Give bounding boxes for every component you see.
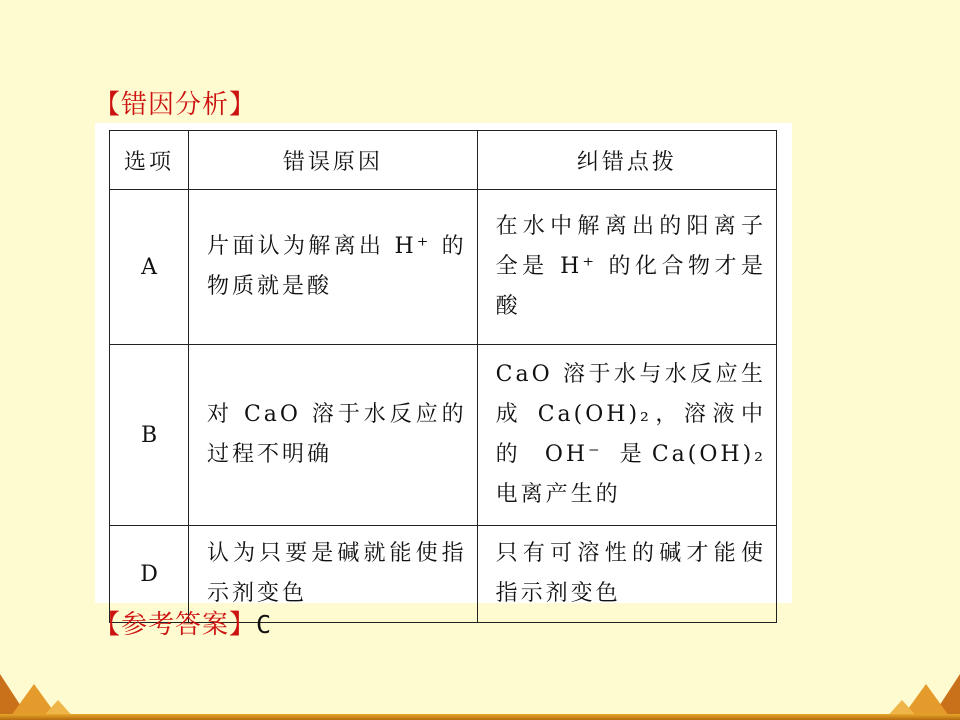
reason-cell: 片面认为解离出 H⁺ 的物质就是酸 xyxy=(189,190,478,345)
header-option: 选项 xyxy=(110,131,189,190)
correction-cell: CaO 溶于水与水反应生成 Ca(OH)₂，溶液中的 OH⁻ 是Ca(OH)₂ 电离产生的 xyxy=(477,345,776,526)
table-row xyxy=(110,345,777,526)
option-cell: D xyxy=(110,526,189,623)
analysis-table xyxy=(109,130,777,623)
reason-cell: 对 CaO 溶于水反应的过程不明确 xyxy=(189,345,478,526)
corner-triangles-right-decoration xyxy=(870,660,960,720)
correction-cell: 只有可溶性的碱才能使指示剂变色 xyxy=(477,526,776,623)
reason-cell: 认为只要是碱就能使指示剂变色 xyxy=(189,526,478,623)
table-row xyxy=(110,190,777,345)
answer-label: 【参考答案】 xyxy=(94,610,257,640)
option-cell: B xyxy=(110,345,189,526)
answer-value: C xyxy=(256,610,273,639)
header-reason: 错误原因 xyxy=(189,131,478,190)
corner-triangles-left-decoration xyxy=(0,660,90,720)
table-header-row xyxy=(110,131,777,190)
header-correction: 纠错点拨 xyxy=(477,131,776,190)
analysis-table-panel xyxy=(95,123,792,606)
option-cell: A xyxy=(110,190,189,345)
section-heading: 【错因分析】 xyxy=(94,90,257,120)
correction-cell: 在水中解离出的阳离子全是 H⁺ 的化合物才是酸 xyxy=(477,190,776,345)
answer-line xyxy=(94,604,272,641)
bottom-bar-decoration xyxy=(0,714,960,720)
